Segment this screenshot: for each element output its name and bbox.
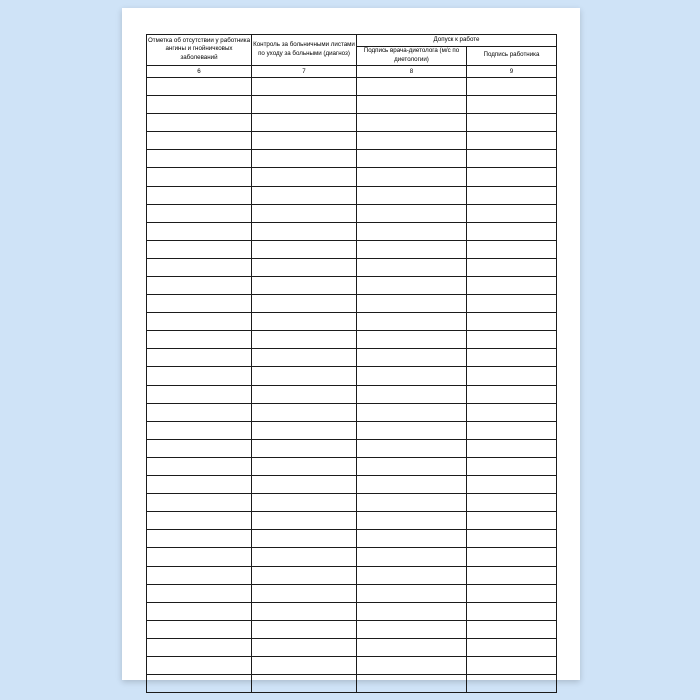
table-cell[interactable] [252, 476, 357, 494]
table-cell[interactable] [147, 385, 252, 403]
table-row [147, 548, 557, 566]
table-cell[interactable] [467, 457, 557, 475]
table-cell[interactable] [147, 186, 252, 204]
table-cell[interactable] [357, 331, 467, 349]
table-cell[interactable] [357, 150, 467, 168]
table-cell[interactable] [147, 403, 252, 421]
table-cell[interactable] [252, 331, 357, 349]
table-cell[interactable] [467, 295, 557, 313]
table-cell[interactable] [252, 114, 357, 132]
table-cell[interactable] [357, 675, 467, 693]
table-cell[interactable] [252, 168, 357, 186]
table-cell[interactable] [467, 204, 557, 222]
table-cell[interactable] [252, 584, 357, 602]
table-cell[interactable] [147, 530, 252, 548]
table-cell[interactable] [147, 548, 252, 566]
table-cell[interactable] [467, 620, 557, 638]
table-row [147, 638, 557, 656]
table-cell[interactable] [147, 367, 252, 385]
table-row [147, 96, 557, 114]
table-cell[interactable] [252, 421, 357, 439]
table-cell[interactable] [467, 349, 557, 367]
header-cell-work-admission-group: Допуск к работе [357, 35, 557, 47]
table-row [147, 584, 557, 602]
table-cell[interactable] [252, 656, 357, 674]
header-cell-sick-leave-control: Контроль за больничными листами по уходу за больными (диагноз) [252, 35, 357, 66]
table-cell[interactable] [357, 204, 467, 222]
table-row [147, 132, 557, 150]
table-cell[interactable] [147, 331, 252, 349]
table-cell[interactable] [357, 96, 467, 114]
document-sheet [122, 8, 580, 680]
table-cell[interactable] [357, 620, 467, 638]
table-body [147, 77, 557, 692]
table-cell[interactable] [467, 168, 557, 186]
table-cell[interactable] [357, 295, 467, 313]
table-cell[interactable] [252, 512, 357, 530]
table-cell[interactable] [467, 150, 557, 168]
table-cell[interactable] [147, 421, 252, 439]
table-row [147, 421, 557, 439]
table-row [147, 512, 557, 530]
table-cell[interactable] [357, 602, 467, 620]
table-cell[interactable] [252, 132, 357, 150]
table-cell[interactable] [357, 494, 467, 512]
table-cell[interactable] [357, 132, 467, 150]
table-cell[interactable] [357, 114, 467, 132]
table-cell[interactable] [252, 96, 357, 114]
table-cell[interactable] [467, 512, 557, 530]
table-cell[interactable] [467, 277, 557, 295]
table-cell[interactable] [252, 295, 357, 313]
table-row [147, 77, 557, 95]
table-cell[interactable] [357, 512, 467, 530]
table-row [147, 675, 557, 693]
table-cell[interactable] [252, 385, 357, 403]
table-row [147, 403, 557, 421]
health-log-table [146, 34, 557, 693]
table-cell[interactable] [467, 494, 557, 512]
table-cell[interactable] [467, 566, 557, 584]
table-cell[interactable] [252, 675, 357, 693]
table-row [147, 295, 557, 313]
table-cell[interactable] [357, 476, 467, 494]
table-row [147, 186, 557, 204]
table-cell[interactable] [252, 403, 357, 421]
table-cell[interactable] [147, 277, 252, 295]
column-number-7: 7 [252, 65, 357, 77]
table-cell[interactable] [147, 656, 252, 674]
table-row [147, 494, 557, 512]
table-cell[interactable] [252, 602, 357, 620]
table-cell[interactable] [252, 349, 357, 367]
table-row [147, 620, 557, 638]
table-cell[interactable] [147, 566, 252, 584]
table-cell[interactable] [467, 638, 557, 656]
table-cell[interactable] [357, 277, 467, 295]
table-header [147, 35, 557, 78]
table-row [147, 277, 557, 295]
table-cell[interactable] [147, 476, 252, 494]
table-cell[interactable] [147, 675, 252, 693]
table-cell[interactable] [147, 638, 252, 656]
column-number-9: 9 [467, 65, 557, 77]
table-cell[interactable] [357, 403, 467, 421]
table-cell[interactable] [467, 584, 557, 602]
table-row [147, 566, 557, 584]
table-cell[interactable] [357, 656, 467, 674]
table-cell[interactable] [467, 421, 557, 439]
table-cell[interactable] [147, 295, 252, 313]
table-cell[interactable] [467, 476, 557, 494]
table-cell[interactable] [467, 331, 557, 349]
table-cell[interactable] [252, 638, 357, 656]
table-cell[interactable] [357, 168, 467, 186]
table-cell[interactable] [467, 313, 557, 331]
table-cell[interactable] [467, 656, 557, 674]
table-cell[interactable] [147, 602, 252, 620]
table-cell[interactable] [147, 77, 252, 95]
table-cell[interactable] [467, 385, 557, 403]
table-cell[interactable] [357, 421, 467, 439]
table-cell[interactable] [147, 258, 252, 276]
table-cell[interactable] [147, 512, 252, 530]
table-cell[interactable] [252, 620, 357, 638]
table-cell[interactable] [252, 548, 357, 566]
table-cell[interactable] [252, 277, 357, 295]
table-cell[interactable] [467, 186, 557, 204]
table-cell[interactable] [357, 186, 467, 204]
table-cell[interactable] [357, 439, 467, 457]
table-cell[interactable] [467, 96, 557, 114]
table-row [147, 385, 557, 403]
table-row [147, 240, 557, 258]
table-cell[interactable] [147, 204, 252, 222]
table-cell[interactable] [357, 548, 467, 566]
table-cell[interactable] [252, 186, 357, 204]
table-cell[interactable] [252, 150, 357, 168]
table-cell[interactable] [467, 530, 557, 548]
table-cell[interactable] [252, 530, 357, 548]
table-cell[interactable] [147, 494, 252, 512]
table-cell[interactable] [252, 77, 357, 95]
table-cell[interactable] [147, 96, 252, 114]
table-cell[interactable] [252, 566, 357, 584]
table-cell[interactable] [467, 258, 557, 276]
table-cell[interactable] [467, 240, 557, 258]
table-cell[interactable] [357, 349, 467, 367]
column-number-8: 8 [357, 65, 467, 77]
table-cell[interactable] [467, 222, 557, 240]
header-cell-employee-signature: Подпись работника [467, 47, 557, 66]
table-row [147, 204, 557, 222]
table-cell[interactable] [467, 439, 557, 457]
table-row [147, 602, 557, 620]
table-row [147, 476, 557, 494]
table-cell[interactable] [147, 457, 252, 475]
table-row [147, 457, 557, 475]
table-cell[interactable] [147, 222, 252, 240]
table-cell[interactable] [252, 367, 357, 385]
table-cell[interactable] [252, 439, 357, 457]
table-cell[interactable] [357, 530, 467, 548]
table-cell[interactable] [357, 457, 467, 475]
table-cell[interactable] [147, 313, 252, 331]
table-cell[interactable] [467, 548, 557, 566]
table-cell[interactable] [357, 584, 467, 602]
table-cell[interactable] [357, 367, 467, 385]
table-cell[interactable] [467, 132, 557, 150]
table-row [147, 168, 557, 186]
header-cell-absence-note: Отметка об отсутствии у работника ангины и гнойничковых заболеваний [147, 35, 252, 66]
table-cell[interactable] [357, 638, 467, 656]
table-row [147, 656, 557, 674]
table-row [147, 331, 557, 349]
table-row [147, 530, 557, 548]
table-row [147, 258, 557, 276]
table-cell[interactable] [357, 240, 467, 258]
table-cell[interactable] [252, 258, 357, 276]
table-cell[interactable] [252, 494, 357, 512]
table-cell[interactable] [357, 385, 467, 403]
table-cell[interactable] [357, 258, 467, 276]
table-cell[interactable] [147, 150, 252, 168]
table-cell[interactable] [467, 77, 557, 95]
header-row-main [147, 35, 557, 47]
table-cell[interactable] [147, 620, 252, 638]
table-cell[interactable] [467, 403, 557, 421]
header-row-numbers [147, 65, 557, 77]
table-cell[interactable] [357, 77, 467, 95]
table-row [147, 222, 557, 240]
table-cell[interactable] [252, 313, 357, 331]
table-cell[interactable] [252, 204, 357, 222]
table-cell[interactable] [147, 439, 252, 457]
table-cell[interactable] [147, 349, 252, 367]
table-cell[interactable] [467, 675, 557, 693]
header-cell-dietitian-signature: Подпись врача-диетолога (м/с по диетологии) [357, 47, 467, 66]
table-row [147, 313, 557, 331]
table-cell[interactable] [252, 222, 357, 240]
table-row [147, 349, 557, 367]
table-cell[interactable] [357, 566, 467, 584]
table-cell[interactable] [467, 114, 557, 132]
table-cell[interactable] [147, 114, 252, 132]
column-number-6: 6 [147, 65, 252, 77]
table-cell[interactable] [357, 313, 467, 331]
table-row [147, 439, 557, 457]
table-cell[interactable] [147, 584, 252, 602]
table-row [147, 114, 557, 132]
table-cell[interactable] [147, 240, 252, 258]
table-cell[interactable] [252, 240, 357, 258]
table-cell[interactable] [467, 367, 557, 385]
table-cell[interactable] [357, 222, 467, 240]
table-row [147, 367, 557, 385]
table-cell[interactable] [467, 602, 557, 620]
table-cell[interactable] [147, 168, 252, 186]
table-cell[interactable] [147, 132, 252, 150]
table-row [147, 150, 557, 168]
form-table-container [146, 34, 556, 693]
table-cell[interactable] [252, 457, 357, 475]
document-page-shadow [122, 8, 580, 680]
